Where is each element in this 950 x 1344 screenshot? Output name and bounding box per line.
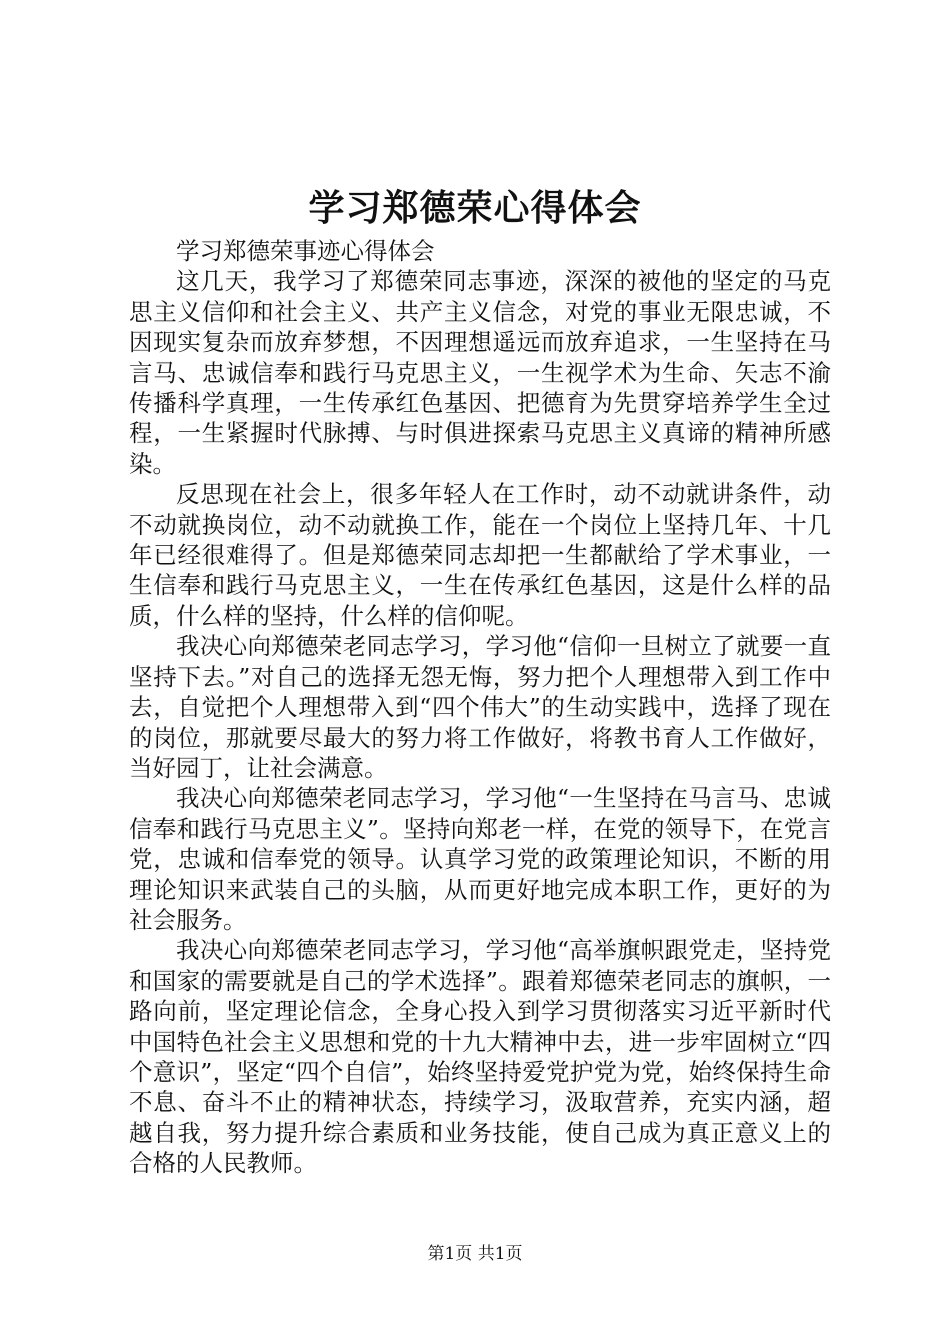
body-paragraph: 我决心向郑德荣老同志学习，学习他“信仰一旦树立了就要一直坚持下去。”对自己的选择无怨无悔，努力把个人理想带入到工作中去，自觉把个人理想带入到“四个伟大”的生动实践中，选择了现在的岗位，那就要尽最大的努力将工作做好，将教书育人工作做好，当好园丁，让社会满意。 xyxy=(129,632,831,782)
page-footer: 第1页 共1页 xyxy=(427,1244,523,1264)
body-paragraph: 这几天，我学习了郑德荣同志事迹，深深的被他的坚定的马克思主义信仰和社会主义、共产主义信念，对党的事业无限忠诚，不因现实复杂而放弃梦想，不因理想遥远而放弃追求，一生坚持在马言马、忠诚信奉和践行马克思主义，一生视学术为生命、矢志不渝传播科学真理，一生传承红色基因、把德育为先贯穿培养学生全过程，一生紧握时代脉搏、与时俱进探索马克思主义真谛的精神所感染。 xyxy=(129,267,831,478)
body-paragraph: 我决心向郑德荣老同志学习，学习他“一生坚持在马言马、忠诚信奉和践行马克思主义”。坚持向郑老一样，在党的领导下，在党言党，忠诚和信奉党的领导。认真学习党的政策理论知识，不断的用理论知识来武装自己的头脑，从而更好地完成本职工作，更好的为社会服务。 xyxy=(129,784,831,934)
subtitle-paragraph: 学习郑德荣事迹心得体会 xyxy=(176,237,435,265)
body-paragraph: 我决心向郑德荣老同志学习，学习他“高举旗帜跟党走，坚持党和国家的需要就是自己的学术选择”。跟着郑德荣老同志的旗帜，一路向前，坚定理论信念，全身心投入到学习贯彻落实习近平新时代中国特色社会主义思想和党的十九大精神中去，进一步牢固树立“四个意识”，坚定“四个自信”，始终坚持爱党护党为党，始终保持生命不息、奋斗不止的精神状态，持续学习，汲取营养，充实内涵，超越自我，努力提升综合素质和业务技能，使自己成为真正意义上的合格的人民教师。 xyxy=(129,936,831,1178)
body-paragraph: 反思现在社会上，很多年轻人在工作时，动不动就讲条件，动不动就换岗位，动不动就换工作，能在一个岗位上坚持几年、十几年已经很难得了。但是郑德荣同志却把一生都献给了学术事业，一生信奉和践行马克思主义，一生在传承红色基因，这是什么样的品质，什么样的坚持，什么样的信仰呢。 xyxy=(129,480,831,630)
document-title: 学习郑德荣心得体会 xyxy=(308,187,642,229)
document-body xyxy=(129,236,831,1179)
